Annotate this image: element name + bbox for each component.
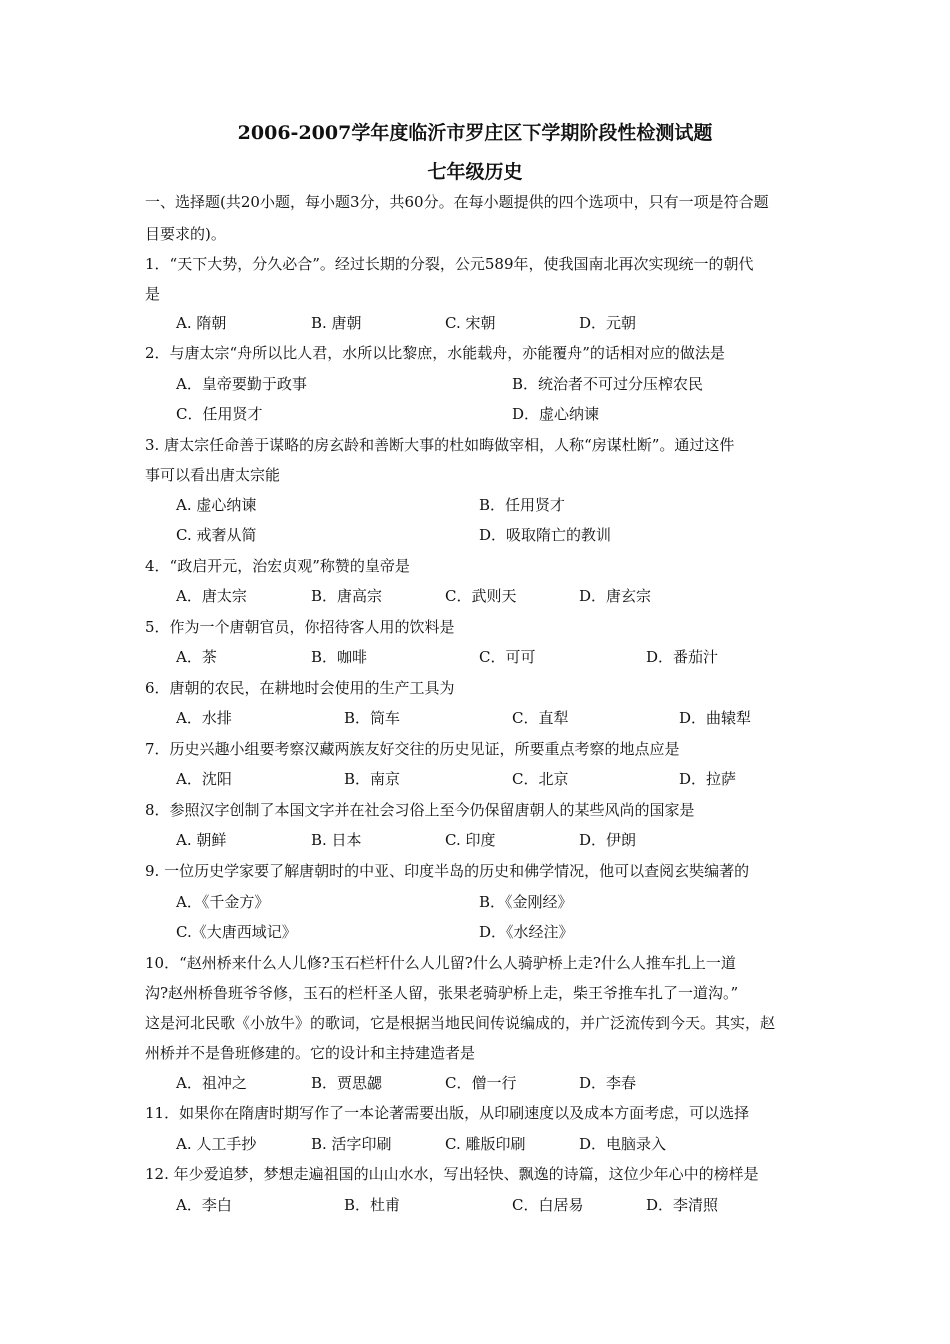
question-5-option-c: C．可可 <box>479 648 536 666</box>
question-12-option-d: D．李清照 <box>646 1196 719 1214</box>
question-8-text: 8．参照汉字创制了本国文字并在社会习俗上至今仍保留唐朝人的某些风尚的国家是 <box>145 801 695 819</box>
question-5-option-a: A．茶 <box>176 648 217 666</box>
question-10-option-c: C．僧一行 <box>445 1074 517 1092</box>
question-8-option-c: C. 印度 <box>445 831 496 849</box>
question-11-option-a: A. 人工手抄 <box>176 1135 257 1153</box>
question-2-option-c: C．任用贤才 <box>176 405 263 423</box>
question-8-option-a: A. 朝鲜 <box>176 831 227 849</box>
question-5-option-b: B．咖啡 <box>311 648 368 666</box>
question-11-text: 11．如果你在隋唐时期写作了一本论著需要出版，从印刷速度以及成本方面考虑，可以选择 <box>145 1104 750 1122</box>
question-11-option-c: C. 雕版印刷 <box>445 1135 526 1153</box>
question-10-option-b: B．贾思勰 <box>311 1074 383 1092</box>
question-10-option-d: D．李春 <box>579 1074 637 1092</box>
question-2-option-d: D．虚心纳谏 <box>512 405 600 423</box>
question-6-option-a: A．水排 <box>176 709 232 727</box>
section-intro-line: 一、选择题(共20小题，每小题3分，共60分。在每小题提供的四个选项中，只有一项是符合题 <box>145 193 769 211</box>
question-6-text: 6．唐朝的农民，在耕地时会使用的生产工具为 <box>145 679 455 697</box>
page-title: 2006-2007学年度临沂市罗庄区下学期阶段性检测试题 <box>237 122 713 144</box>
question-10-text: 这是河北民歌《小放牛》的歌词，它是根据当地民间传说编成的，并广泛流传到今天。其实，赵 <box>145 1014 776 1032</box>
question-7-option-b: B．南京 <box>344 770 401 788</box>
question-11-option-d: D．电脑录入 <box>579 1135 667 1153</box>
question-4-option-d: D．唐玄宗 <box>579 587 652 605</box>
question-2-option-a: A．皇帝要勤于政事 <box>176 375 307 393</box>
question-10-option-a: A．祖冲之 <box>176 1074 247 1092</box>
question-7-option-d: D．拉萨 <box>679 770 737 788</box>
question-3-option-a: A. 虚心纳谏 <box>176 496 257 514</box>
question-7-option-a: A．沈阳 <box>176 770 232 788</box>
question-2-option-b: B．统治者不可过分压榨农民 <box>512 375 704 393</box>
question-1-option-c: C. 宋朝 <box>445 314 496 332</box>
question-1-option-a: A. 隋朝 <box>176 314 227 332</box>
question-12-option-a: A．李白 <box>176 1196 232 1214</box>
question-8-option-d: D．伊朗 <box>579 831 637 849</box>
question-4-option-c: C．武则天 <box>445 587 517 605</box>
question-9-text: 9. 一位历史学家要了解唐朝时的中亚、印度半岛的历史和佛学情况，他可以查阅玄奘编著的 <box>145 862 750 880</box>
question-10-text: 沟?赵州桥鲁班爷爷修，玉石的栏杆圣人留，张果老骑驴桥上走，柴王爷推车扎了一道沟。” <box>145 984 739 1002</box>
question-1-text: 是 <box>145 285 161 303</box>
question-12-option-b: B．杜甫 <box>344 1196 401 1214</box>
question-6-option-b: B．筒车 <box>344 709 401 727</box>
question-5-option-d: D．番茄汁 <box>646 648 719 666</box>
question-6-option-c: C．直犁 <box>512 709 569 727</box>
question-9-option-a: A．《千金方》 <box>176 893 270 911</box>
question-4-option-a: A．唐太宗 <box>176 587 247 605</box>
question-3-text: 事可以看出唐太宗能 <box>145 466 281 484</box>
question-4-text: 4．“政启开元，治宏贞观”称赞的皇帝是 <box>145 557 410 575</box>
question-1-option-d: D．元朝 <box>579 314 637 332</box>
page-subtitle: 七年级历史 <box>427 161 523 183</box>
question-8-option-b: B. 日本 <box>311 831 362 849</box>
question-2-text: 2．与唐太宗“舟所以比人君，水所以比黎庶，水能载舟，亦能覆舟”的话相对应的做法是 <box>145 344 725 362</box>
question-11-option-b: B. 活字印刷 <box>311 1135 392 1153</box>
section-intro-line: 目要求的)。 <box>145 225 226 243</box>
question-12-text: 12. 年少爱追梦，梦想走遍祖国的山山水水，写出轻快、飘逸的诗篇，这位少年心中的榜样是 <box>145 1165 759 1183</box>
question-9-option-d: D．《水经注》 <box>479 923 574 941</box>
question-3-text: 3. 唐太宗任命善于谋略的房玄龄和善断大事的杜如晦做宰相，人称“房谋杜断”。通过这件 <box>145 436 735 454</box>
question-9-option-b: B．《金刚经》 <box>479 893 573 911</box>
question-9-option-c: C.《大唐西域记》 <box>176 923 297 941</box>
question-12-option-c: C．白居易 <box>512 1196 584 1214</box>
question-6-option-d: D．曲辕犁 <box>679 709 752 727</box>
question-3-option-d: D．吸取隋亡的教训 <box>479 526 612 544</box>
question-7-text: 7．历史兴趣小组要考察汉藏两族友好交往的历史见证，所要重点考察的地点应是 <box>145 740 680 758</box>
question-4-option-b: B．唐高宗 <box>311 587 383 605</box>
question-10-text: 10．“赵州桥来什么人儿修?玉石栏杆什么人儿留?什么人骑驴桥上走?什么人推车扎上一道 <box>145 954 736 972</box>
question-1-text: 1．“天下大势，分久必合”。经过长期的分裂，公元589年，使我国南北再次实现统一的朝代 <box>145 255 754 273</box>
question-1-option-b: B. 唐朝 <box>311 314 362 332</box>
question-7-option-c: C．北京 <box>512 770 569 788</box>
question-3-option-b: B．任用贤才 <box>479 496 566 514</box>
question-5-text: 5．作为一个唐朝官员，你招待客人用的饮料是 <box>145 618 455 636</box>
question-10-text: 州桥并不是鲁班修建的。它的设计和主持建造者是 <box>145 1044 476 1062</box>
question-3-option-c: C. 戒奢从简 <box>176 526 257 544</box>
